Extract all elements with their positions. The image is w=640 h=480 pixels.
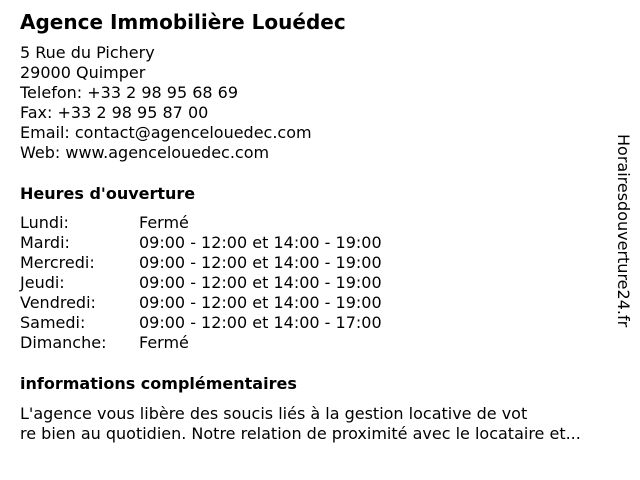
fax-number: Fax: +33 2 98 95 87 00: [20, 103, 209, 122]
day-label: Vendredi:: [20, 293, 96, 312]
hours-value: 09:00 - 12:00 et 14:00 - 17:00: [139, 313, 382, 332]
hours-row-friday: [20, 293, 440, 313]
site-watermark: Horairesdouverture24.fr: [614, 134, 633, 328]
opening-hours-table: [20, 213, 440, 353]
day-label: Dimanche:: [20, 333, 107, 352]
description-line: L'agence vous libère des soucis liés à la gestion locative de vot: [20, 404, 528, 423]
description-line: re bien au quotidien. Notre relation de proximité avec le locataire et...: [20, 424, 581, 443]
email-address: Email: contact@agencelouedec.com: [20, 123, 312, 142]
day-label: Lundi:: [20, 213, 69, 232]
hours-row-thursday: [20, 273, 440, 293]
address-city: 29000 Quimper: [20, 63, 146, 82]
hours-row-sunday: [20, 333, 440, 353]
additional-info-heading: informations complémentaires: [20, 374, 297, 393]
hours-row-saturday: [20, 313, 440, 333]
hours-row-wednesday: [20, 253, 440, 273]
hours-value: Fermé: [139, 333, 189, 352]
day-label: Mercredi:: [20, 253, 95, 272]
address-street: 5 Rue du Pichery: [20, 43, 155, 62]
hours-value: 09:00 - 12:00 et 14:00 - 19:00: [139, 273, 382, 292]
hours-row-monday: [20, 213, 440, 233]
agency-description: [20, 404, 632, 444]
hours-value: 09:00 - 12:00 et 14:00 - 19:00: [139, 293, 382, 312]
agency-name: Agence Immobilière Louédec: [20, 10, 346, 34]
hours-row-tuesday: [20, 233, 440, 253]
hours-value: Fermé: [139, 213, 189, 232]
day-label: Mardi:: [20, 233, 70, 252]
hours-value: 09:00 - 12:00 et 14:00 - 19:00: [139, 253, 382, 272]
contact-block: [20, 43, 312, 163]
hours-value: 09:00 - 12:00 et 14:00 - 19:00: [139, 233, 382, 252]
day-label: Samedi:: [20, 313, 86, 332]
day-label: Jeudi:: [20, 273, 65, 292]
opening-hours-heading: Heures d'ouverture: [20, 184, 196, 203]
phone-number: Telefon: +33 2 98 95 68 69: [20, 83, 239, 102]
website-address: Web: www.agencelouedec.com: [20, 143, 270, 162]
